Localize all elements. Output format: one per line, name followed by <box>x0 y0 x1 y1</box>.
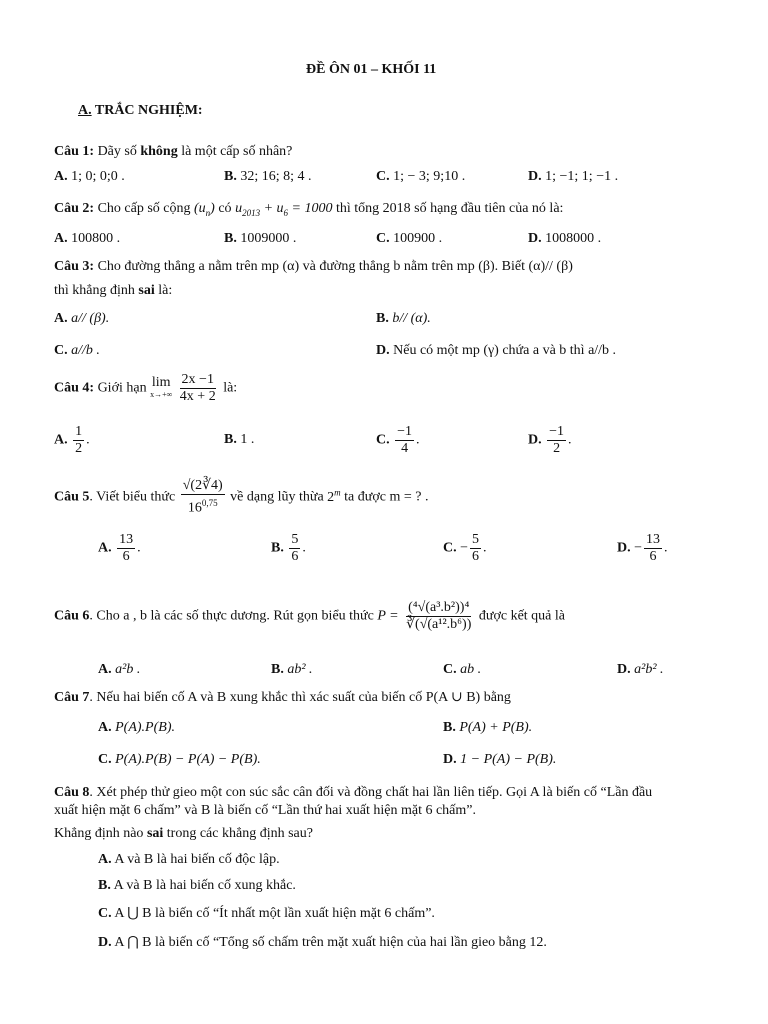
option-text: Nếu có một mp (γ) chứa a và b thì a//b . <box>393 343 617 358</box>
option-label: C. <box>376 231 390 246</box>
option-text: 1 . <box>240 432 255 447</box>
fraction-numerator: 13 <box>119 532 134 547</box>
q5-option-c: C. − $\frac{5}{6}$ . <box>443 532 487 564</box>
option-label: A. <box>54 169 68 184</box>
option-fraction <box>289 532 300 565</box>
fraction-denominator: 2 <box>553 441 561 456</box>
fraction-denominator: 4 <box>401 441 409 456</box>
question-text: là: <box>223 380 238 396</box>
question-3 <box>54 259 573 275</box>
option-label: D. <box>528 169 542 184</box>
fraction-numerator: 5 <box>291 532 299 547</box>
option-text: P(A).P(B). <box>115 720 175 735</box>
question-text: Dãy số <box>97 144 137 159</box>
option-label: C. <box>54 343 68 358</box>
option-fraction <box>644 532 662 565</box>
question-text: ta được m = ? . <box>344 489 429 505</box>
q2-option-c <box>376 231 442 247</box>
option-text: a//b . <box>71 343 100 358</box>
question-text: thì khẳng định <box>54 283 135 298</box>
limit-symbol: lim <box>151 374 171 390</box>
option-label: D. <box>98 935 112 950</box>
q1-option-b <box>224 169 312 185</box>
question-3-line-2 <box>54 283 172 299</box>
q6-option-b <box>271 662 313 678</box>
section-name: TRẮC NGHIỆM: <box>94 103 203 118</box>
option-sign: − <box>634 540 643 556</box>
option-sign: − <box>460 540 469 556</box>
option-label: A. <box>98 720 112 735</box>
expression-fraction <box>404 600 473 633</box>
q2-option-a <box>54 231 120 247</box>
q6-option-c <box>443 662 481 678</box>
limit-operator <box>150 374 173 401</box>
fraction-denominator: 6 <box>472 549 480 564</box>
fraction-numerator: 5 <box>472 532 480 547</box>
fraction-numerator: √(2∛4) <box>182 478 223 493</box>
option-text: A ⋂ B là biến cố “Tổng số chấm trên mặt xuất hiện của hai lần gieo bằng 12. <box>114 935 547 950</box>
option-text: a// (β). <box>71 311 110 326</box>
option-label: A. <box>54 231 68 246</box>
q1-option-c <box>376 169 465 185</box>
option-label: D. <box>376 343 390 358</box>
question-text: Cho cấp số cộng <box>97 201 191 216</box>
q4-option-b <box>224 432 254 448</box>
option-label: B. <box>271 540 284 556</box>
question-text: Cho đường thẳng a nằm trên mp (α) và đường thẳng b nằm trên mp (β). Biết (α)// (β) <box>97 259 573 274</box>
question-label: Câu 1: <box>54 144 95 159</box>
question-5 <box>54 478 428 517</box>
fraction-denominator: 6 <box>122 549 130 564</box>
q3-option-d <box>376 343 616 359</box>
term-symbol: + u <box>263 201 284 216</box>
q3-option-c <box>54 343 100 359</box>
question-text: trong các khẳng định sau? <box>166 826 313 841</box>
sequence-notation <box>194 201 215 216</box>
question-text: Giới hạn <box>97 380 147 396</box>
option-label: A. <box>98 852 112 867</box>
question-7 <box>54 689 511 706</box>
option-text: 1; 0; 0;0 . <box>71 169 125 184</box>
option-label: C. <box>443 662 457 677</box>
q4-option-d: D. $\frac{-1}{2}$ . <box>528 424 572 456</box>
option-label: A. <box>54 311 68 326</box>
option-fraction <box>117 532 135 565</box>
limit-subscript: x→+∞ <box>150 389 173 399</box>
option-label: C. <box>376 169 390 184</box>
q4-option-a: A. $\frac{1}{2}$ . <box>54 424 90 456</box>
option-text: 100800 . <box>71 231 121 246</box>
q1-option-d <box>528 169 618 185</box>
q8-option-c <box>98 905 435 922</box>
q4-option-c: C. $\frac{-1}{4}$ . <box>376 424 420 456</box>
q7-option-a <box>98 720 175 736</box>
fraction-numerator: −1 <box>549 424 565 439</box>
denominator-base: 16 <box>187 500 202 516</box>
sum-expression <box>235 201 332 216</box>
q5-option-b: B. $\frac{5}{6}$ . <box>271 532 306 564</box>
question-emphasis: sai <box>146 826 164 841</box>
option-text: 1008000 . <box>545 231 602 246</box>
power-exponent: m <box>334 486 341 497</box>
expression-fraction <box>181 478 225 517</box>
q8-option-d <box>98 934 547 951</box>
question-label: Câu 3: <box>54 259 95 274</box>
q6-option-a <box>98 662 140 678</box>
fraction-denominator: 4x + 2 <box>179 389 216 404</box>
section-letter: A. <box>78 103 92 118</box>
fraction-denominator: 6 <box>649 549 657 564</box>
term-symbol: u <box>235 201 243 216</box>
fraction-numerator: 1 <box>75 424 83 439</box>
term-index: 2013 <box>242 207 261 218</box>
option-label: B. <box>443 720 456 735</box>
option-label: B. <box>224 169 237 184</box>
fraction-numerator: −1 <box>397 424 413 439</box>
question-label: Câu 2: <box>54 201 95 216</box>
question-8 <box>54 785 652 801</box>
option-text: 1; − 3; 9;10 . <box>393 169 466 184</box>
fraction-denominator: ∛(√(a¹².b⁶)) <box>406 617 472 632</box>
q7-option-c <box>98 752 261 768</box>
option-label: B. <box>98 878 111 893</box>
option-label: B. <box>271 662 284 677</box>
denominator-exponent: 0,75 <box>201 498 218 508</box>
question-8-line-2: xuất hiện mặt 6 chấm” và B là biến cố “Lần thứ hai xuất hiện mặt 6 chấm”. <box>54 803 476 818</box>
question-text: thì tổng 2018 số hạng đầu tiên của nó là: <box>335 201 564 216</box>
option-text: b// (α). <box>392 311 431 326</box>
option-text: ab . <box>460 662 482 677</box>
option-text: P(A).P(B) − P(A) − P(B). <box>115 752 261 767</box>
fraction-denominator <box>186 495 220 517</box>
option-label: B. <box>376 311 389 326</box>
q5-option-a: A. $\frac{13}{6}$ . <box>98 532 141 564</box>
option-text: a²b . <box>115 662 141 677</box>
option-label: A. <box>98 662 112 677</box>
question-emphasis: sai <box>138 283 155 298</box>
question-text: là: <box>158 283 173 298</box>
option-label: D. <box>617 662 631 677</box>
q1-option-a <box>54 169 125 185</box>
question-text: . Viết biểu thức <box>89 489 176 505</box>
fraction-numerator: (⁴√(a³.b²))⁴ <box>408 600 470 615</box>
option-label: C. <box>376 432 390 448</box>
option-label: A. <box>98 540 112 556</box>
option-fraction <box>73 424 84 457</box>
option-label: D. <box>528 432 542 448</box>
expression-symbol: P = <box>377 608 399 624</box>
question-label: Câu 4: <box>54 380 95 396</box>
option-fraction <box>470 532 481 565</box>
q8-option-b <box>98 878 296 894</box>
question-text: . Xét phép thử gieo một con súc sắc cân đối và đồng chất hai lần liên tiếp. Gọi A là biến cố “Lần đầu <box>89 785 653 800</box>
q8-option-a <box>98 852 280 868</box>
option-fraction <box>395 424 414 457</box>
q5-option-d: D. − $\frac{13}{6}$ . <box>617 532 668 564</box>
sequence-index: n <box>205 207 211 218</box>
option-label: B. <box>224 231 237 246</box>
option-label: A. <box>54 432 68 448</box>
question-text: có <box>218 201 232 216</box>
option-label: C. <box>443 540 457 556</box>
question-text: về dạng lũy thừa <box>230 489 324 505</box>
option-text: 1; −1; 1; −1 . <box>545 169 619 184</box>
term-index: 6 <box>283 207 289 218</box>
fraction-numerator: 2x −1 <box>181 372 214 387</box>
q6-option-d <box>617 662 664 678</box>
option-label: D. <box>528 231 542 246</box>
option-label: C. <box>98 906 112 921</box>
option-text: 100900 . <box>393 231 443 246</box>
question-label: Câu 5 <box>54 489 90 505</box>
q3-option-a <box>54 311 109 327</box>
sequence-symbol: (u <box>194 201 206 216</box>
option-text: 1009000 . <box>240 231 297 246</box>
q3-option-b <box>376 311 431 327</box>
option-text: 1 − P(A) − P(B). <box>460 752 557 767</box>
sequence-close: ) <box>210 201 215 216</box>
option-label: C. <box>98 752 112 767</box>
option-text: a²b² . <box>634 662 664 677</box>
question-1 <box>54 144 292 160</box>
question-text: là một cấp số nhân? <box>181 144 293 159</box>
question-text: . Cho a , b là các số thực dương. Rút gọn biểu thức <box>89 608 374 624</box>
option-fraction <box>547 424 566 457</box>
option-text: 32; 16; 8; 4 . <box>240 169 312 184</box>
fraction-denominator: 6 <box>291 549 299 564</box>
option-text: A và B là hai biến cố độc lập. <box>114 852 280 867</box>
q2-option-d <box>528 231 601 247</box>
section-heading <box>78 103 203 119</box>
question-text: Khẳng định nào <box>54 826 144 841</box>
question-label: Câu 7 <box>54 690 90 705</box>
option-text: A ⋃ B là biến cố “Ít nhất một lần xuất hiện mặt 6 chấm”. <box>114 906 435 921</box>
power-expression <box>327 486 341 505</box>
question-label: Câu 6 <box>54 608 90 624</box>
option-label: D. <box>617 540 631 556</box>
option-text: ab² . <box>287 662 313 677</box>
fraction-denominator: 2 <box>75 441 83 456</box>
power-base: 2 <box>327 489 335 505</box>
option-text: A và B là hai biến cố xung khắc. <box>113 878 296 893</box>
exam-title: ĐỀ ÔN 01 – KHỐI 11 <box>306 62 437 77</box>
option-label: D. <box>443 752 457 767</box>
fraction-numerator: 13 <box>646 532 661 547</box>
q2-option-b <box>224 231 296 247</box>
question-4 <box>54 372 237 405</box>
question-emphasis: không <box>140 144 178 159</box>
equation-value: = 1000 <box>291 201 333 216</box>
limit-fraction <box>178 372 218 405</box>
q7-option-b <box>443 720 532 736</box>
question-text: . Nếu hai biến cố A và B xung khắc thì xác suất của biến cố P(A ∪ B) bằng <box>89 690 511 705</box>
option-label: B. <box>224 432 237 447</box>
option-text: P(A) + P(B). <box>459 720 533 735</box>
q7-option-d <box>443 752 556 768</box>
question-6 <box>54 600 565 633</box>
question-text: được kết quả là <box>478 608 565 624</box>
question-8-line-3 <box>54 826 313 842</box>
question-label: Câu 8 <box>54 785 90 800</box>
question-2 <box>54 201 563 218</box>
